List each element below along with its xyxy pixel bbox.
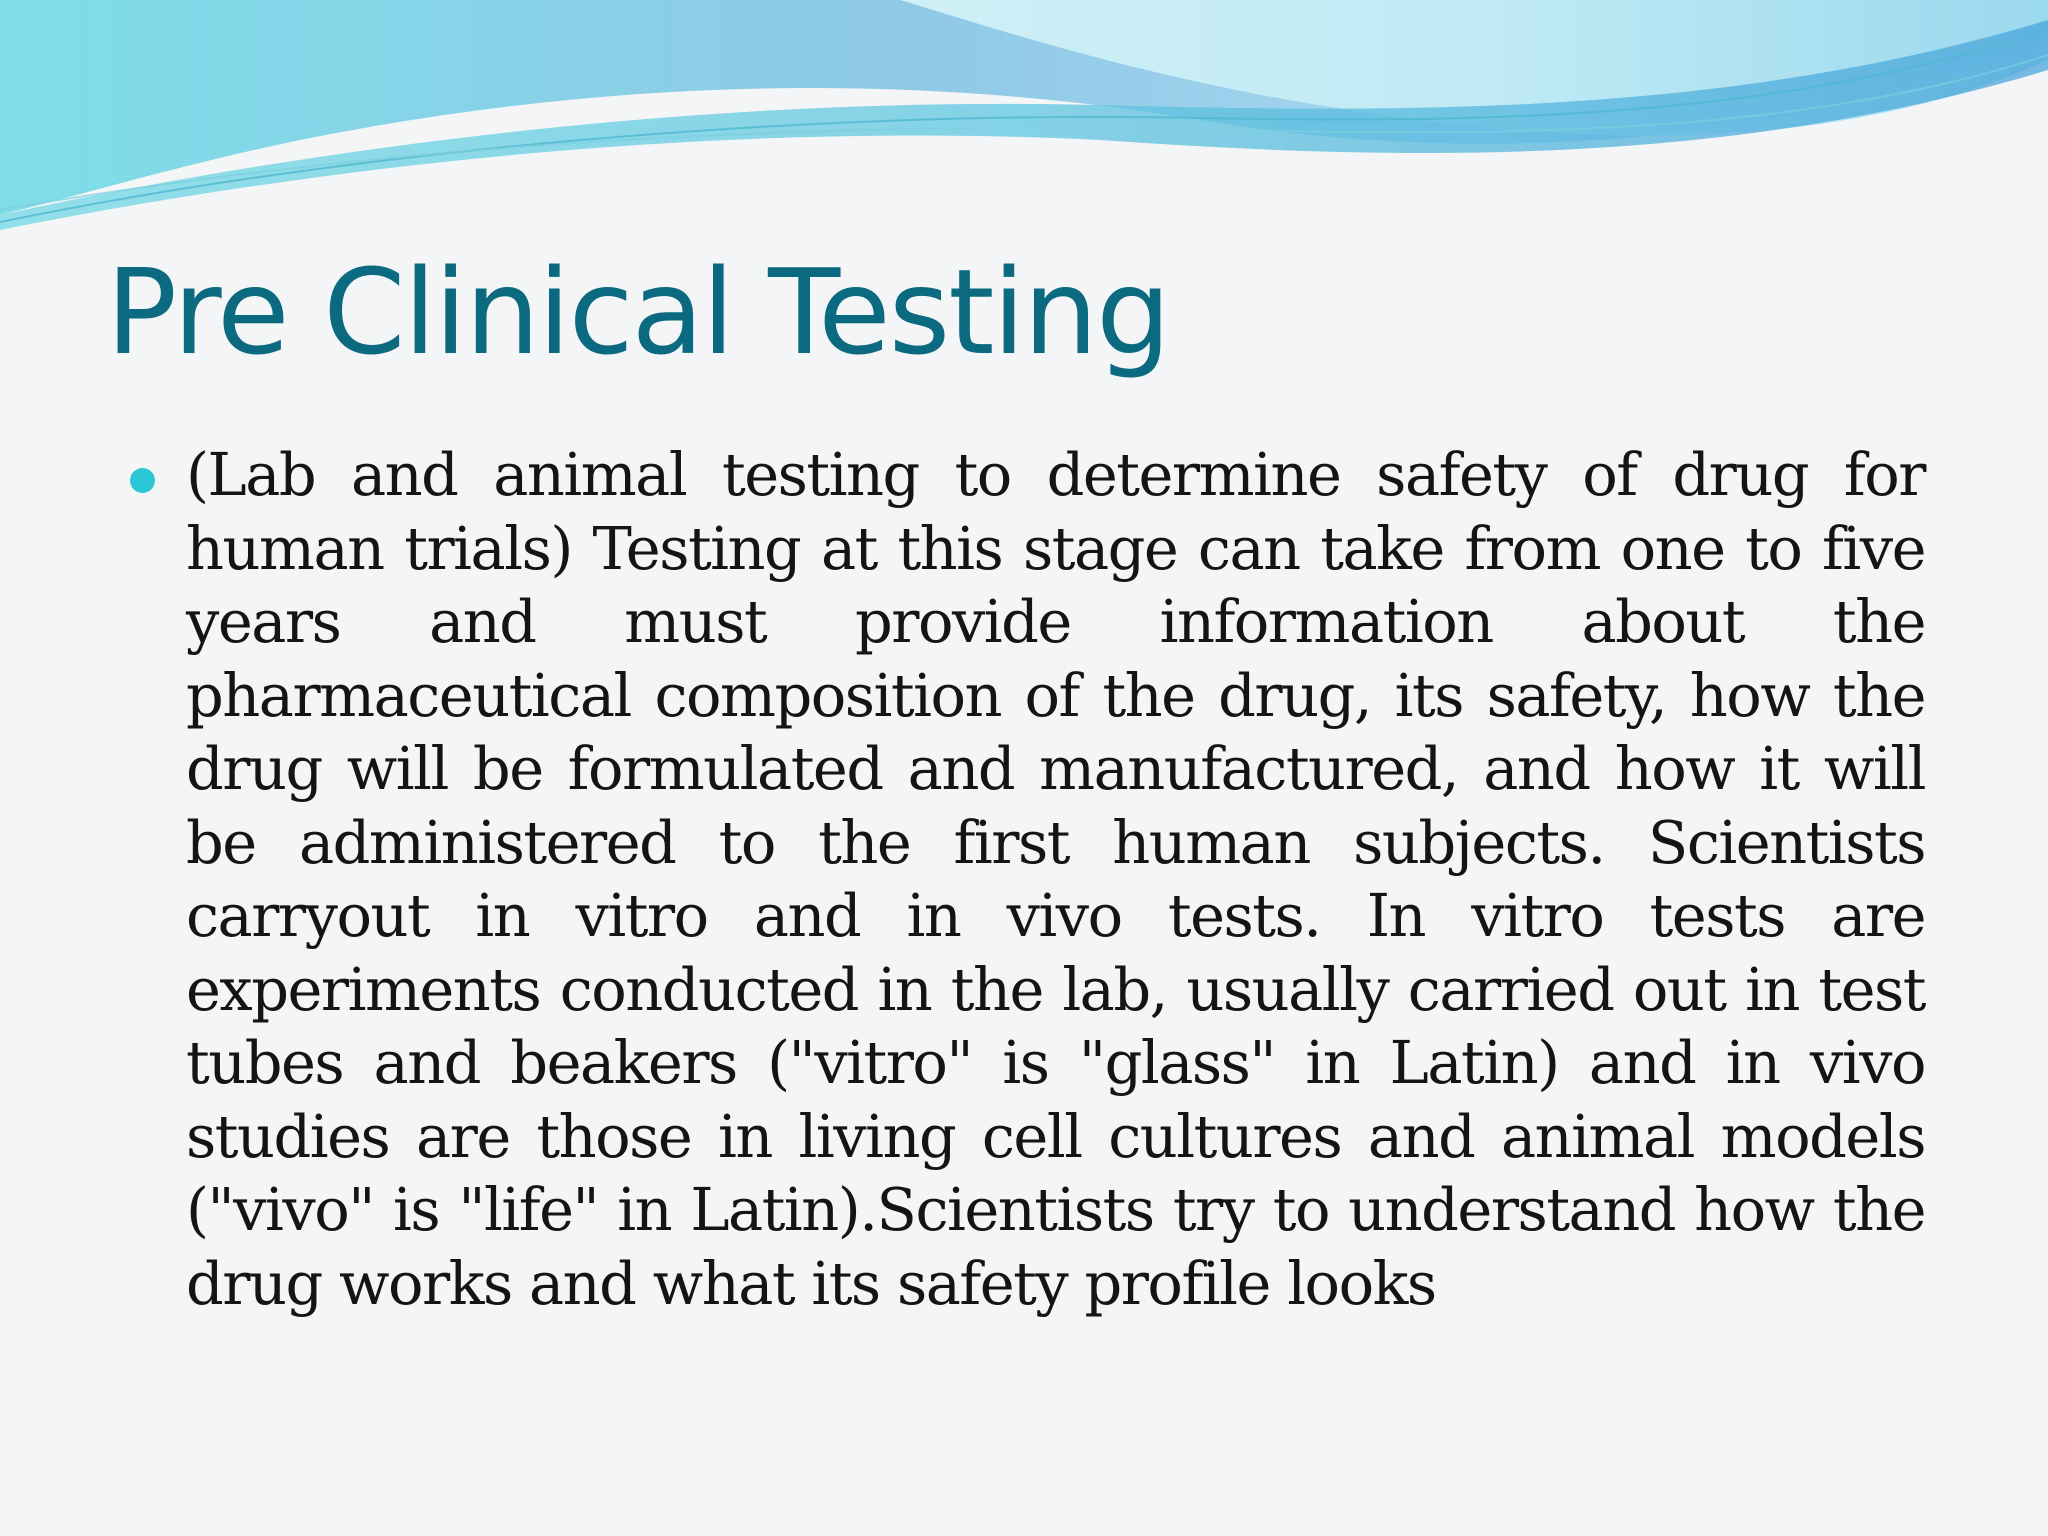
header-wave-decoration <box>0 0 2048 260</box>
bullet-dot-icon <box>130 468 155 493</box>
bullet-list <box>120 438 1925 1320</box>
bullet-item <box>120 438 1925 1320</box>
slide-title: Pre Clinical Testing <box>106 243 1169 381</box>
bullet-text: (Lab and animal testing to determine safety of drug for human trials) Testing at this stage can take from one to five years and must provide information about the pharmaceutical composition of the drug, its safety, how the drug will be formulated and manufactured, and how it will be administered to the first human subjects. Scientists carryout in vitro and in vivo tests. In vitro tests are experiments conducted in the lab, usually carried out in test tubes and beakers ("vitro" is "glass" in Latin) and in vivo studies are those in living cell cultures and animal models ("vivo" is "life" in Latin).Scientists try to understand how the drug works and what its safety profile looks <box>186 440 1925 1318</box>
